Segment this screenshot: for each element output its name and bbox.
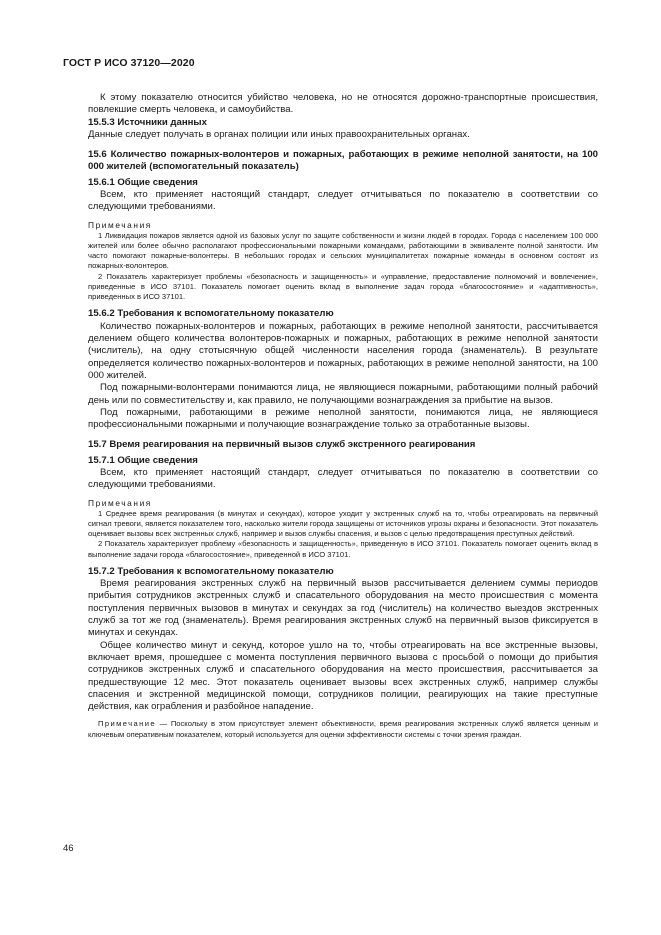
notes-title: Примечания [88, 219, 152, 230]
heading-15-6: 15.6 Количество пожарных-волонтеров и пожарных, работающих в режиме неполной занятости, на 100 000 жителей (вспомогательный показатель) [88, 149, 598, 173]
paragraph-15-5-3: Данные следует получать в органах полиции или иных правоохранительных органах. [88, 128, 470, 140]
note-15-6-2: 2 Показатель характеризует проблемы «безопасность и защищенность» и «управление, предоставление полномочий и вовлечение», приведенные в ИСО 37101. Показатель помогает оценить вклад в выполнение задач города «благосостояние» и «адаптивность», приведенных в ИСО 37101. [88, 271, 598, 302]
note-15-7-2: 2 Показатель характеризует проблему «безопасность и защищенность», приведенную в ИСО 37101. Показатель помогает оценить вклад в выполнение задачи города «благосостояние», приведенной в ИСО 37101. [88, 539, 598, 559]
paragraph-15-7-2-a: Время реагирования экстренных служб на первичный вызов рассчитывается делением суммы периодов прибытия сотрудников экстренных служб и спасательного оборудования на место происшествия с момента поступления первичных вызовов в минутах и секундах за год (числитель) на количество выездов экстренных служб за тот же год (знаменатель). Время реагирования экстренных служб на первичный вызов фиксируется в минутах и секундах. [88, 578, 598, 639]
notes-title: Примечания [88, 497, 152, 508]
heading-15-7-2: 15.7.2 Требования к вспомогательному показателю [88, 565, 334, 577]
paragraph-15-6-1: Всем, кто применяет настоящий стандарт, следует отчитываться по показателю в соответствии со следующими требованиями. [88, 189, 598, 213]
paragraph-15-7-1: Всем, кто применяет настоящий стандарт, следует отчитываться по показателю в соответствии со следующими требованиями. [88, 466, 598, 491]
heading-15-6-1: 15.6.1 Общие сведения [88, 176, 198, 188]
note-final-label: Примечание [98, 719, 156, 729]
note-final-text: — Поскольку в этом присутствует элемент объективности, время реагирования экстренных служб является ценным и ключевым оперативным показателем, который используется для оценки эффективности системы с точки зрения граждан. [88, 719, 598, 739]
heading-15-7-1: 15.7.1 Общие сведения [88, 454, 198, 466]
paragraph-15-7-2-b: Общее количество минут и секунд, которое ушло на то, чтобы отреагировать на все экстренные вызовы, включает время, прошедшее с момента поступления первичного вызова с просьбой о помощи до прибытия сотрудников экстренных служб и спасательного оборудования на место происшествия, рассчитывается за предшествующие 12 мес. Этот показатель оценивает вызовы всех экстренных служб, например службы спасения и экстренной медицинской помощи, сотрудников полиции, реагирующих на такие преступные действия, как ограбления и разбойное нападение. [88, 639, 598, 713]
note-final [88, 719, 598, 740]
standard-header: ГОСТ Р ИСО 37120—2020 [63, 57, 195, 69]
paragraph-15-6-2-a: Количество пожарных-волонтеров и пожарных, работающих в режиме неполной занятости, рассчитывается делением общего количества волонтеров-пожарных и пожарных, работающих в режиме неполной занятости (числитель), на одну стотысячную общей численности населения города (знаменатель). В результате определяется количество пожарных-волонтеров и пожарных, работающих в режиме неполной занятости, на 100 000 жителей. [88, 320, 598, 381]
heading-15-7: 15.7 Время реагирования на первичный вызов служб экстренного реагирования [88, 439, 476, 451]
page-content [88, 92, 598, 740]
paragraph-15-6-2-c: Под пожарными, работающими в режиме неполной занятости, понимаются лица, не являющиеся профессиональными пожарными и получающие вознаграждение только за отработанные вызовы. [88, 406, 598, 431]
heading-15-5-3: 15.5.3 Источники данных [88, 116, 207, 128]
heading-15-6-2: 15.6.2 Требования к вспомогательному показателю [88, 308, 334, 320]
paragraph-intro: К этому показателю относится убийство человека, но не относятся дорожно-транспортные происшествия, повлекшие смерть человека, и самоубийства. [88, 92, 598, 116]
note-15-6-1: 1 Ликвидация пожаров является одной из базовых услуг по защите собственности и жизни людей в городах. Города с населением 100 000 жителей или более обычно располагают профессиональными пожарными командами, работающими в эквиваленте полной занятости. Им часто помогают пожарные-волонтеры. В небольших городах и сельских муниципалитетах пожарные команды в основном состоят из пожарных-волонтеров. [88, 230, 598, 271]
page-number: 46 [63, 843, 74, 854]
note-15-7-1: 1 Среднее время реагирования (в минутах и секундах), которое уходит у экстренных служб на то, чтобы отреагировать на первичный сигнал тревоги, является показателем того, насколько жители города защищены от источников угрозы охраны и безопасности. Этот показатель оценивает вызовы всех экстренных служб, например и вызов службы спасения, и вызов с целью предотвращения преступных действий. [88, 508, 598, 539]
paragraph-15-6-2-b: Под пожарными-волонтерами понимаются лица, не являющиеся пожарными, работающими полный рабочий день или по совместительству и, как правило, не получающими вознаграждения за прибытие на вызов. [88, 382, 598, 406]
